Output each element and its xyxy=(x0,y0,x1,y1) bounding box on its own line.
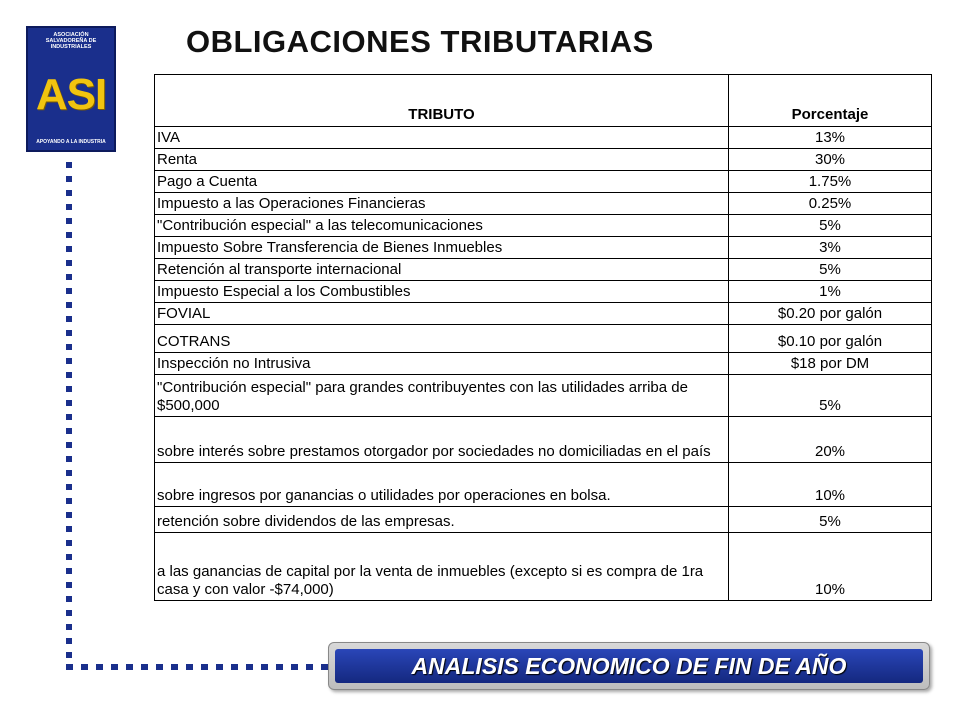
table-row xyxy=(155,303,932,325)
tributo-cell: Retención al transporte internacional xyxy=(155,259,729,281)
porcentaje-cell: 5% xyxy=(729,375,932,417)
table-row xyxy=(155,353,932,375)
table-row xyxy=(155,171,932,193)
logo-bottom-text: APOYANDO A LA INDUSTRIA xyxy=(36,139,106,145)
tributo-cell: Impuesto a las Operaciones Financieras xyxy=(155,193,729,215)
header-porcentaje: Porcentaje xyxy=(729,75,932,127)
table-row xyxy=(155,463,932,507)
table-row xyxy=(155,325,932,353)
porcentaje-cell: 5% xyxy=(729,259,932,281)
page-title: OBLIGACIONES TRIBUTARIAS xyxy=(186,24,654,59)
tributo-cell: Impuesto Especial a los Combustibles xyxy=(155,281,729,303)
porcentaje-cell: 3% xyxy=(729,237,932,259)
porcentaje-cell: 20% xyxy=(729,417,932,463)
tributo-cell: IVA xyxy=(155,127,729,149)
logo-mark: ASI xyxy=(35,70,107,119)
table-header-row xyxy=(155,75,932,127)
porcentaje-cell: 30% xyxy=(729,149,932,171)
porcentaje-cell: 10% xyxy=(729,533,932,601)
table-row xyxy=(155,149,932,171)
header-tributo: TRIBUTO xyxy=(155,75,729,127)
porcentaje-cell: 5% xyxy=(729,215,932,237)
porcentaje-cell: 13% xyxy=(729,127,932,149)
tax-table xyxy=(154,74,932,601)
tributo-cell: "Contribución especial" a las telecomunicaciones xyxy=(155,215,729,237)
tributo-cell: Pago a Cuenta xyxy=(155,171,729,193)
table-row xyxy=(155,193,932,215)
table-row xyxy=(155,533,932,601)
porcentaje-cell: 1.75% xyxy=(729,171,932,193)
table-row xyxy=(155,281,932,303)
porcentaje-cell: 1% xyxy=(729,281,932,303)
tributo-cell: Inspección no Intrusiva xyxy=(155,353,729,375)
tributo-cell: sobre ingresos por ganancias o utilidades por operaciones en bolsa. xyxy=(155,463,729,507)
porcentaje-cell: $18 por DM xyxy=(729,353,932,375)
tributo-cell: "Contribución especial" para grandes contribuyentes con las utilidades arriba de $500,000 xyxy=(155,375,729,417)
table-row xyxy=(155,259,932,281)
table-row xyxy=(155,375,932,417)
footer-banner-inner xyxy=(335,649,923,683)
logo-top-text: ASOCIACIÓN SALVADOREÑA DE INDUSTRIALES xyxy=(45,32,97,50)
tributo-cell: a las ganancias de capital por la venta de inmuebles (excepto si es compra de 1ra casa y con valor -$74,000) xyxy=(155,533,729,601)
porcentaje-cell: $0.20 por galón xyxy=(729,303,932,325)
footer-banner xyxy=(328,642,930,690)
table-row xyxy=(155,237,932,259)
footer-banner-text: ANALISIS ECONOMICO DE FIN DE AÑO xyxy=(411,652,847,679)
porcentaje-cell: 0.25% xyxy=(729,193,932,215)
tributo-cell: Impuesto Sobre Transferencia de Bienes Inmuebles xyxy=(155,237,729,259)
table-row xyxy=(155,215,932,237)
porcentaje-cell: $0.10 por galón xyxy=(729,325,932,353)
table-row xyxy=(155,507,932,533)
tributo-cell: FOVIAL xyxy=(155,303,729,325)
asi-logo xyxy=(26,26,116,152)
dotted-connector-vertical xyxy=(66,162,72,670)
tributo-cell: COTRANS xyxy=(155,325,729,353)
tributo-cell: Renta xyxy=(155,149,729,171)
porcentaje-cell: 10% xyxy=(729,463,932,507)
dotted-connector-horizontal xyxy=(66,664,332,670)
table-row xyxy=(155,127,932,149)
tributo-cell: retención sobre dividendos de las empresas. xyxy=(155,507,729,533)
tributo-cell: sobre interés sobre prestamos otorgador por sociedades no domiciliadas en el país xyxy=(155,417,729,463)
porcentaje-cell: 5% xyxy=(729,507,932,533)
table-row xyxy=(155,417,932,463)
